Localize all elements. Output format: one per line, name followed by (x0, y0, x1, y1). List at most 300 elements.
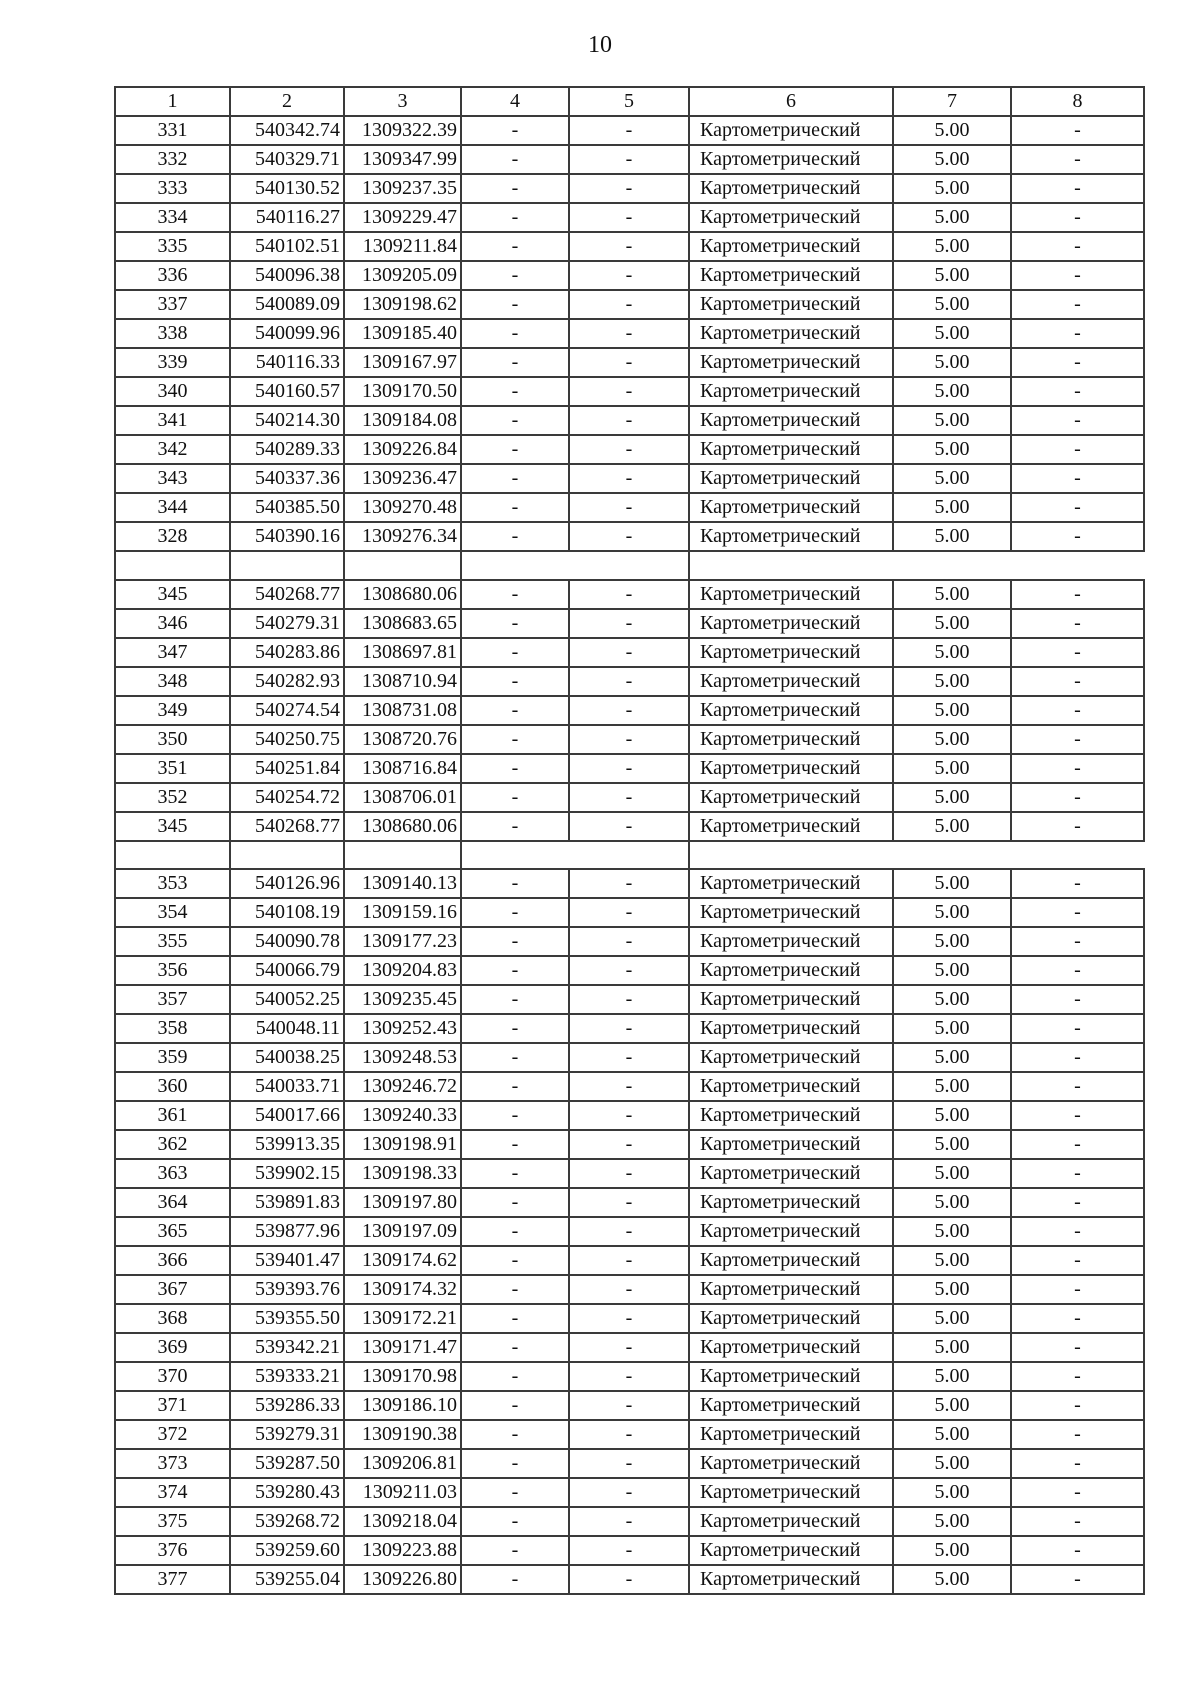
cell-col-8: - (1011, 1101, 1144, 1130)
cell-point-number: 346 (115, 609, 230, 638)
table-row (115, 116, 1144, 145)
cell-x-coordinate: 540214.30 (230, 406, 344, 435)
cell-accuracy: 5.00 (893, 435, 1011, 464)
table-row (115, 1275, 1144, 1304)
cell-x-coordinate: 540102.51 (230, 232, 344, 261)
separator-cell (689, 551, 1144, 580)
cell-y-coordinate: 1308697.81 (344, 638, 461, 667)
cell-method: Картометрический (689, 1333, 893, 1362)
cell-col-4: - (461, 493, 569, 522)
table-row (115, 232, 1144, 261)
cell-col-5: - (569, 1391, 689, 1420)
cell-col-5: - (569, 1333, 689, 1362)
cell-point-number: 372 (115, 1420, 230, 1449)
cell-x-coordinate: 540126.96 (230, 869, 344, 898)
cell-col-5: - (569, 898, 689, 927)
table-row (115, 667, 1144, 696)
cell-accuracy: 5.00 (893, 1304, 1011, 1333)
cell-x-coordinate: 540038.25 (230, 1043, 344, 1072)
cell-col-5: - (569, 1565, 689, 1594)
column-header-8: 8 (1011, 87, 1144, 116)
cell-point-number: 342 (115, 435, 230, 464)
cell-col-5: - (569, 464, 689, 493)
cell-col-5: - (569, 203, 689, 232)
cell-point-number: 377 (115, 1565, 230, 1594)
cell-col-8: - (1011, 1536, 1144, 1565)
cell-col-4: - (461, 464, 569, 493)
table-row (115, 435, 1144, 464)
cell-point-number: 353 (115, 869, 230, 898)
cell-accuracy: 5.00 (893, 1507, 1011, 1536)
table-row (115, 203, 1144, 232)
cell-col-5: - (569, 145, 689, 174)
cell-col-4: - (461, 174, 569, 203)
cell-col-8: - (1011, 667, 1144, 696)
cell-col-8: - (1011, 406, 1144, 435)
cell-x-coordinate: 539342.21 (230, 1333, 344, 1362)
cell-accuracy: 5.00 (893, 290, 1011, 319)
cell-y-coordinate: 1309235.45 (344, 985, 461, 1014)
table-row (115, 1246, 1144, 1275)
table-row (115, 319, 1144, 348)
cell-y-coordinate: 1309159.16 (344, 898, 461, 927)
cell-y-coordinate: 1309197.09 (344, 1217, 461, 1246)
cell-col-8: - (1011, 1420, 1144, 1449)
cell-col-4: - (461, 348, 569, 377)
cell-col-4: - (461, 1130, 569, 1159)
cell-col-4: - (461, 609, 569, 638)
cell-point-number: 339 (115, 348, 230, 377)
table-row (115, 1449, 1144, 1478)
cell-method: Картометрический (689, 725, 893, 754)
cell-point-number: 356 (115, 956, 230, 985)
cell-method: Картометрический (689, 1275, 893, 1304)
cell-col-5: - (569, 1072, 689, 1101)
table-row (115, 1188, 1144, 1217)
cell-method: Картометрический (689, 1014, 893, 1043)
table-row (115, 956, 1144, 985)
cell-col-4: - (461, 377, 569, 406)
cell-col-4: - (461, 1246, 569, 1275)
cell-method: Картометрический (689, 116, 893, 145)
cell-method: Картометрический (689, 956, 893, 985)
cell-method: Картометрический (689, 261, 893, 290)
cell-col-5: - (569, 638, 689, 667)
cell-y-coordinate: 1308680.06 (344, 580, 461, 609)
cell-col-5: - (569, 1304, 689, 1333)
table-row (115, 377, 1144, 406)
cell-x-coordinate: 539255.04 (230, 1565, 344, 1594)
separator-cell (115, 841, 230, 870)
cell-x-coordinate: 540254.72 (230, 783, 344, 812)
cell-method: Картометрический (689, 290, 893, 319)
cell-method: Картометрический (689, 1043, 893, 1072)
cell-col-8: - (1011, 898, 1144, 927)
cell-col-5: - (569, 1420, 689, 1449)
table-row (115, 1043, 1144, 1072)
cell-accuracy: 5.00 (893, 1130, 1011, 1159)
cell-point-number: 328 (115, 522, 230, 551)
cell-col-8: - (1011, 203, 1144, 232)
cell-point-number: 357 (115, 985, 230, 1014)
cell-col-4: - (461, 1449, 569, 1478)
cell-col-8: - (1011, 812, 1144, 841)
cell-y-coordinate: 1309223.88 (344, 1536, 461, 1565)
table-row (115, 609, 1144, 638)
cell-col-4: - (461, 1565, 569, 1594)
cell-method: Картометрический (689, 667, 893, 696)
column-header-4: 4 (461, 87, 569, 116)
cell-x-coordinate: 540108.19 (230, 898, 344, 927)
cell-point-number: 347 (115, 638, 230, 667)
cell-col-5: - (569, 1188, 689, 1217)
cell-x-coordinate: 540282.93 (230, 667, 344, 696)
cell-col-8: - (1011, 1449, 1144, 1478)
cell-accuracy: 5.00 (893, 1391, 1011, 1420)
cell-col-5: - (569, 927, 689, 956)
cell-accuracy: 5.00 (893, 985, 1011, 1014)
cell-point-number: 335 (115, 232, 230, 261)
cell-col-4: - (461, 725, 569, 754)
cell-method: Картометрический (689, 377, 893, 406)
cell-x-coordinate: 540268.77 (230, 812, 344, 841)
cell-col-5: - (569, 1536, 689, 1565)
table-row (115, 696, 1144, 725)
cell-accuracy: 5.00 (893, 406, 1011, 435)
separator-cell (689, 841, 1144, 870)
cell-point-number: 332 (115, 145, 230, 174)
table-row (115, 1362, 1144, 1391)
cell-y-coordinate: 1309197.80 (344, 1188, 461, 1217)
cell-col-8: - (1011, 609, 1144, 638)
cell-point-number: 348 (115, 667, 230, 696)
cell-col-8: - (1011, 754, 1144, 783)
cell-col-8: - (1011, 1072, 1144, 1101)
cell-method: Картометрический (689, 1565, 893, 1594)
cell-col-5: - (569, 522, 689, 551)
cell-method: Картометрический (689, 203, 893, 232)
cell-x-coordinate: 540017.66 (230, 1101, 344, 1130)
cell-col-4: - (461, 1391, 569, 1420)
cell-method: Картометрический (689, 869, 893, 898)
cell-col-8: - (1011, 261, 1144, 290)
cell-col-4: - (461, 869, 569, 898)
cell-point-number: 367 (115, 1275, 230, 1304)
cell-col-4: - (461, 1275, 569, 1304)
cell-col-4: - (461, 522, 569, 551)
cell-accuracy: 5.00 (893, 1333, 1011, 1362)
cell-col-8: - (1011, 464, 1144, 493)
cell-col-4: - (461, 667, 569, 696)
table-row (115, 725, 1144, 754)
cell-method: Картометрический (689, 464, 893, 493)
cell-method: Картометрический (689, 927, 893, 956)
cell-method: Картометрический (689, 1362, 893, 1391)
column-header-3: 3 (344, 87, 461, 116)
cell-col-8: - (1011, 1304, 1144, 1333)
cell-col-5: - (569, 754, 689, 783)
cell-x-coordinate: 540250.75 (230, 725, 344, 754)
cell-col-4: - (461, 783, 569, 812)
cell-col-4: - (461, 956, 569, 985)
cell-y-coordinate: 1309190.38 (344, 1420, 461, 1449)
table-row (115, 1130, 1144, 1159)
cell-col-5: - (569, 1014, 689, 1043)
cell-accuracy: 5.00 (893, 1072, 1011, 1101)
cell-col-5: - (569, 1507, 689, 1536)
cell-point-number: 340 (115, 377, 230, 406)
cell-x-coordinate: 540329.71 (230, 145, 344, 174)
cell-method: Картометрический (689, 406, 893, 435)
cell-method: Картометрический (689, 1478, 893, 1507)
cell-col-5: - (569, 985, 689, 1014)
table-row (115, 985, 1144, 1014)
cell-accuracy: 5.00 (893, 1478, 1011, 1507)
cell-method: Картометрический (689, 174, 893, 203)
cell-col-4: - (461, 1333, 569, 1362)
cell-y-coordinate: 1309174.32 (344, 1275, 461, 1304)
cell-method: Картометрический (689, 435, 893, 464)
coordinates-table-container (114, 86, 1145, 1595)
cell-y-coordinate: 1308683.65 (344, 609, 461, 638)
cell-col-8: - (1011, 1333, 1144, 1362)
cell-method: Картометрический (689, 232, 893, 261)
cell-col-8: - (1011, 696, 1144, 725)
separator-cell (230, 841, 344, 870)
cell-x-coordinate: 540130.52 (230, 174, 344, 203)
cell-point-number: 363 (115, 1159, 230, 1188)
cell-col-8: - (1011, 348, 1144, 377)
cell-point-number: 375 (115, 1507, 230, 1536)
cell-col-8: - (1011, 783, 1144, 812)
cell-col-5: - (569, 1246, 689, 1275)
cell-col-5: - (569, 609, 689, 638)
column-header-1: 1 (115, 87, 230, 116)
cell-y-coordinate: 1308680.06 (344, 812, 461, 841)
cell-x-coordinate: 539268.72 (230, 1507, 344, 1536)
table-row (115, 812, 1144, 841)
cell-col-5: - (569, 1101, 689, 1130)
cell-col-8: - (1011, 580, 1144, 609)
cell-point-number: 354 (115, 898, 230, 927)
cell-col-8: - (1011, 1217, 1144, 1246)
cell-accuracy: 5.00 (893, 667, 1011, 696)
cell-y-coordinate: 1309206.81 (344, 1449, 461, 1478)
cell-col-5: - (569, 116, 689, 145)
cell-y-coordinate: 1309347.99 (344, 145, 461, 174)
table-row (115, 898, 1144, 927)
cell-accuracy: 5.00 (893, 232, 1011, 261)
cell-x-coordinate: 539259.60 (230, 1536, 344, 1565)
cell-x-coordinate: 540283.86 (230, 638, 344, 667)
cell-col-4: - (461, 754, 569, 783)
cell-col-4: - (461, 812, 569, 841)
cell-y-coordinate: 1309177.23 (344, 927, 461, 956)
cell-point-number: 331 (115, 116, 230, 145)
table-row (115, 261, 1144, 290)
cell-x-coordinate: 539902.15 (230, 1159, 344, 1188)
cell-point-number: 376 (115, 1536, 230, 1565)
cell-col-5: - (569, 1275, 689, 1304)
cell-col-4: - (461, 638, 569, 667)
cell-col-5: - (569, 812, 689, 841)
cell-accuracy: 5.00 (893, 956, 1011, 985)
cell-y-coordinate: 1309185.40 (344, 319, 461, 348)
cell-method: Картометрический (689, 1246, 893, 1275)
cell-accuracy: 5.00 (893, 1565, 1011, 1594)
cell-col-8: - (1011, 435, 1144, 464)
cell-point-number: 368 (115, 1304, 230, 1333)
cell-col-8: - (1011, 1014, 1144, 1043)
cell-col-5: - (569, 1478, 689, 1507)
cell-x-coordinate: 539280.43 (230, 1478, 344, 1507)
cell-accuracy: 5.00 (893, 1101, 1011, 1130)
cell-method: Картометрический (689, 609, 893, 638)
cell-x-coordinate: 540052.25 (230, 985, 344, 1014)
cell-accuracy: 5.00 (893, 1449, 1011, 1478)
cell-col-8: - (1011, 319, 1144, 348)
table-row (115, 580, 1144, 609)
cell-col-4: - (461, 1043, 569, 1072)
cell-col-5: - (569, 956, 689, 985)
cell-col-5: - (569, 319, 689, 348)
cell-col-4: - (461, 1217, 569, 1246)
cell-col-5: - (569, 1159, 689, 1188)
cell-method: Картометрический (689, 783, 893, 812)
cell-col-5: - (569, 232, 689, 261)
cell-y-coordinate: 1309322.39 (344, 116, 461, 145)
separator-cell (230, 551, 344, 580)
cell-point-number: 351 (115, 754, 230, 783)
cell-col-4: - (461, 696, 569, 725)
cell-col-4: - (461, 1159, 569, 1188)
cell-method: Картометрический (689, 580, 893, 609)
cell-point-number: 341 (115, 406, 230, 435)
cell-col-5: - (569, 1449, 689, 1478)
cell-col-4: - (461, 1101, 569, 1130)
cell-y-coordinate: 1309170.50 (344, 377, 461, 406)
cell-x-coordinate: 539913.35 (230, 1130, 344, 1159)
table-row (115, 406, 1144, 435)
cell-accuracy: 5.00 (893, 1043, 1011, 1072)
separator-cell (344, 551, 461, 580)
cell-accuracy: 5.00 (893, 1014, 1011, 1043)
cell-y-coordinate: 1308706.01 (344, 783, 461, 812)
cell-x-coordinate: 540116.27 (230, 203, 344, 232)
cell-col-5: - (569, 580, 689, 609)
cell-accuracy: 5.00 (893, 522, 1011, 551)
cell-col-4: - (461, 580, 569, 609)
table-row (115, 1101, 1144, 1130)
cell-col-8: - (1011, 1130, 1144, 1159)
cell-accuracy: 5.00 (893, 348, 1011, 377)
separator-cell (461, 841, 689, 870)
cell-col-5: - (569, 493, 689, 522)
cell-method: Картометрический (689, 1072, 893, 1101)
cell-col-4: - (461, 1072, 569, 1101)
cell-accuracy: 5.00 (893, 319, 1011, 348)
cell-accuracy: 5.00 (893, 1362, 1011, 1391)
cell-accuracy: 5.00 (893, 1188, 1011, 1217)
cell-accuracy: 5.00 (893, 754, 1011, 783)
cell-point-number: 336 (115, 261, 230, 290)
cell-point-number: 369 (115, 1333, 230, 1362)
cell-accuracy: 5.00 (893, 580, 1011, 609)
cell-method: Картометрический (689, 754, 893, 783)
table-row (115, 1391, 1144, 1420)
cell-point-number: 334 (115, 203, 230, 232)
cell-col-8: - (1011, 1043, 1144, 1072)
cell-point-number: 364 (115, 1188, 230, 1217)
table-row (115, 783, 1144, 812)
cell-point-number: 343 (115, 464, 230, 493)
cell-col-4: - (461, 406, 569, 435)
table-row (115, 1333, 1144, 1362)
cell-y-coordinate: 1309229.47 (344, 203, 461, 232)
page-number: 10 (588, 32, 612, 58)
cell-point-number: 370 (115, 1362, 230, 1391)
cell-accuracy: 5.00 (893, 725, 1011, 754)
cell-col-4: - (461, 232, 569, 261)
cell-col-8: - (1011, 638, 1144, 667)
table-row (115, 1159, 1144, 1188)
table-row (115, 290, 1144, 319)
cell-accuracy: 5.00 (893, 609, 1011, 638)
cell-accuracy: 5.00 (893, 696, 1011, 725)
cell-x-coordinate: 539891.83 (230, 1188, 344, 1217)
cell-x-coordinate: 539286.33 (230, 1391, 344, 1420)
cell-y-coordinate: 1309276.34 (344, 522, 461, 551)
cell-col-5: - (569, 667, 689, 696)
table-row (115, 869, 1144, 898)
cell-y-coordinate: 1309211.84 (344, 232, 461, 261)
cell-point-number: 359 (115, 1043, 230, 1072)
separator-cell (461, 551, 689, 580)
table-row (115, 1565, 1144, 1594)
cell-y-coordinate: 1309218.04 (344, 1507, 461, 1536)
cell-col-5: - (569, 869, 689, 898)
cell-accuracy: 5.00 (893, 116, 1011, 145)
cell-y-coordinate: 1308716.84 (344, 754, 461, 783)
cell-y-coordinate: 1309252.43 (344, 1014, 461, 1043)
cell-accuracy: 5.00 (893, 261, 1011, 290)
cell-point-number: 366 (115, 1246, 230, 1275)
cell-x-coordinate: 540279.31 (230, 609, 344, 638)
cell-point-number: 355 (115, 927, 230, 956)
cell-col-4: - (461, 290, 569, 319)
cell-accuracy: 5.00 (893, 1275, 1011, 1304)
separator-cell (344, 841, 461, 870)
cell-accuracy: 5.00 (893, 783, 1011, 812)
cell-y-coordinate: 1309236.47 (344, 464, 461, 493)
cell-y-coordinate: 1309246.72 (344, 1072, 461, 1101)
cell-col-4: - (461, 1507, 569, 1536)
cell-method: Картометрический (689, 812, 893, 841)
cell-y-coordinate: 1309198.33 (344, 1159, 461, 1188)
cell-point-number: 337 (115, 290, 230, 319)
cell-method: Картометрический (689, 493, 893, 522)
cell-accuracy: 5.00 (893, 377, 1011, 406)
table-row (115, 1478, 1144, 1507)
cell-x-coordinate: 539393.76 (230, 1275, 344, 1304)
cell-x-coordinate: 540274.54 (230, 696, 344, 725)
cell-x-coordinate: 540099.96 (230, 319, 344, 348)
column-header-6: 6 (689, 87, 893, 116)
cell-method: Картометрический (689, 1159, 893, 1188)
cell-point-number: 345 (115, 812, 230, 841)
cell-y-coordinate: 1309174.62 (344, 1246, 461, 1275)
cell-x-coordinate: 540337.36 (230, 464, 344, 493)
